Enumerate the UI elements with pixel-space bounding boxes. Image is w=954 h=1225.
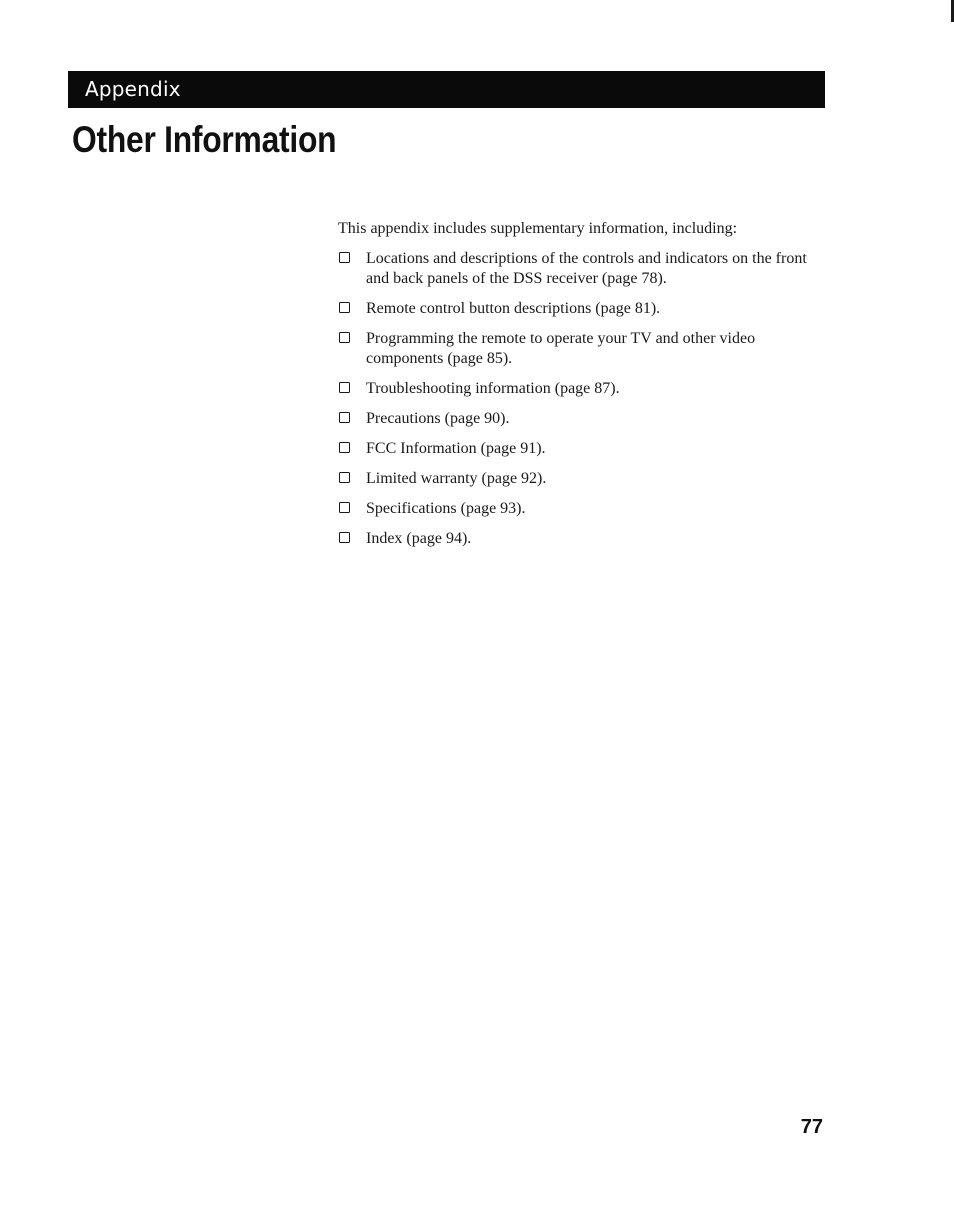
checkbox-icon	[339, 412, 350, 423]
intro-text: This appendix includes supplementary information, including:	[338, 220, 738, 237]
checkbox-icon	[339, 332, 350, 343]
topic-list	[338, 249, 818, 559]
checkbox-icon	[339, 442, 350, 453]
list-item-text: Remote control button descriptions (page 81).	[366, 300, 661, 317]
list-item-text: Programming the remote to operate your TV and other video components (page 85).	[366, 330, 756, 367]
list-item	[338, 499, 818, 519]
page-title: Other Information	[72, 119, 337, 160]
list-item-text: FCC Information (page 91).	[366, 440, 546, 457]
checkbox-icon	[339, 472, 350, 483]
checkbox-icon	[339, 302, 350, 313]
list-item	[338, 329, 818, 369]
list-item	[338, 379, 818, 399]
list-item	[338, 299, 818, 319]
checkbox-icon	[339, 382, 350, 393]
checkbox-icon	[339, 532, 350, 543]
list-item-text: Troubleshooting information (page 87).	[366, 380, 620, 397]
list-item-text: Index (page 94).	[366, 530, 472, 547]
list-item-text: Locations and descriptions of the controls and indicators on the front and back panels of the DSS receiver (page 78).	[366, 250, 807, 287]
list-item	[338, 469, 818, 489]
section-label: Appendix	[85, 77, 181, 101]
list-item	[338, 529, 818, 549]
list-item-text: Precautions (page 90).	[366, 410, 510, 427]
checkbox-icon	[339, 252, 350, 263]
list-item	[338, 439, 818, 459]
list-item-text: Limited warranty (page 92).	[366, 470, 547, 487]
section-header-band	[68, 71, 825, 108]
page-number: 77	[800, 1116, 823, 1138]
list-item	[338, 249, 818, 289]
list-item	[338, 409, 818, 429]
checkbox-icon	[339, 502, 350, 513]
list-item-text: Specifications (page 93).	[366, 500, 526, 517]
